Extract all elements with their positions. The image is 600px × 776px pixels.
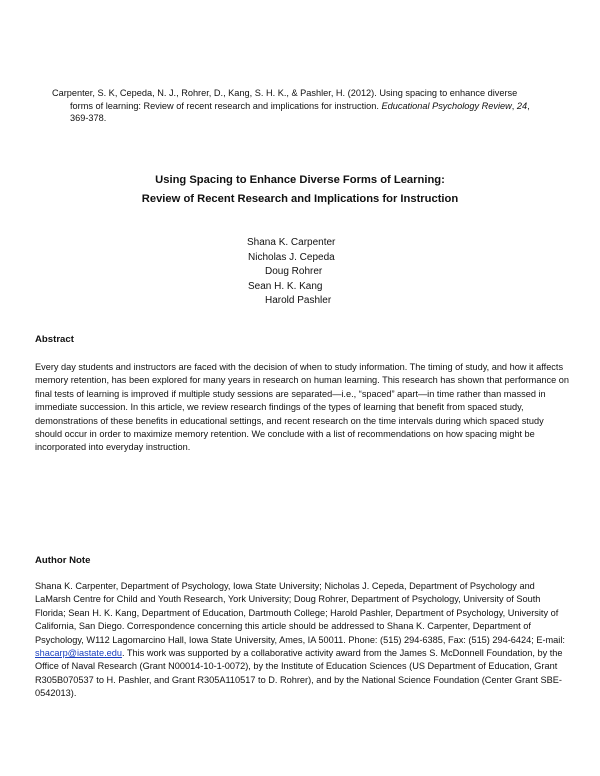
citation-line-2-end: , — [527, 100, 530, 111]
citation-continuation — [52, 100, 564, 125]
citation-volume: 24 — [516, 100, 528, 111]
email-link[interactable]: shacarp@iastate.edu — [35, 648, 122, 659]
author-name: Doug Rohrer — [265, 266, 323, 277]
author-name: Shana K. Carpenter — [247, 237, 336, 248]
author-name: Nicholas J. Cepeda — [248, 251, 335, 263]
citation — [52, 87, 564, 125]
author-note-text-continued: . This work was supported by a collaborative activity award from the James S. McDonnell Foundation, by the Office of Naval Research (Grant N00014-10-1-0072), by the Institute of Education Sciences (US Department of Education, Grant R305B070537 to H. Pashler, and Grant R305A110517 to D. Rohrer), and by the National Science Foundation (Center Grant SBE-0542013). — [35, 648, 563, 699]
author-name: Harold Pashler — [265, 295, 332, 306]
paper-title-line-1: Using Spacing to Enhance Diverse Forms of Learning: — [155, 174, 445, 186]
author-note-heading: Author Note — [35, 555, 91, 566]
citation-line-2: forms of learning: Review of recent research and implications for instruction. — [70, 100, 382, 111]
citation-pages: 369-378. — [70, 113, 107, 124]
author-name: Sean H. K. Kang — [248, 280, 323, 292]
citation-line-1: Carpenter, S. K, Cepeda, N. J., Rohrer, D., Kang, S. H. K., & Pashler, H. (2012). Using spacing to enhance diverse — [52, 88, 518, 98]
paper-title-line-2: Review of Recent Research and Implications for Instruction — [141, 193, 459, 205]
citation-journal: Educational Psychology Review — [381, 100, 512, 111]
abstract-body: Every day students and instructors are faced with the decision of when to study information. The timing of study, and how it affects memory retention, has been explored for many years in research on human learning. This research has shown that performance on final tests of learning is improved if multiple study sessions are separated—i.e., “spaced” apart—in time rather than massed in immediate succession. In this article, we review research findings of the types of learning that benefit from spaced study, demonstrations of these benefits in educational settings, and recent research on the time intervals during which spaced study should occur in order to maximize memory retention. We conclude with a list of recommendations on how spacing might be incorporated into everyday instruction. — [35, 362, 570, 453]
author-note-text: Shana K. Carpenter, Department of Psychology, Iowa State University; Nicholas J. Cepeda, Department of Psychology and LaMarsh Centre for Child and Youth Research, York University; Doug Rohrer, Department of Psychology, University of South Florida; Sean H. K. Kang, Department of Education, Dartmouth College; Harold Pashler, Department of Psychology, University of California, San Diego. Correspondence concerning this article should be addressed to Shana K. Carpenter, Department of Psychology, W112 Lagomarcino Hall, Iowa State University, Ames, IA 50011. Phone: (515) 294-6385, Fax: (515) 294-6424; E-mail: — [35, 581, 565, 645]
author-note-body — [35, 580, 570, 701]
citation-separator: , — [511, 100, 517, 111]
abstract-heading: Abstract — [35, 334, 74, 345]
